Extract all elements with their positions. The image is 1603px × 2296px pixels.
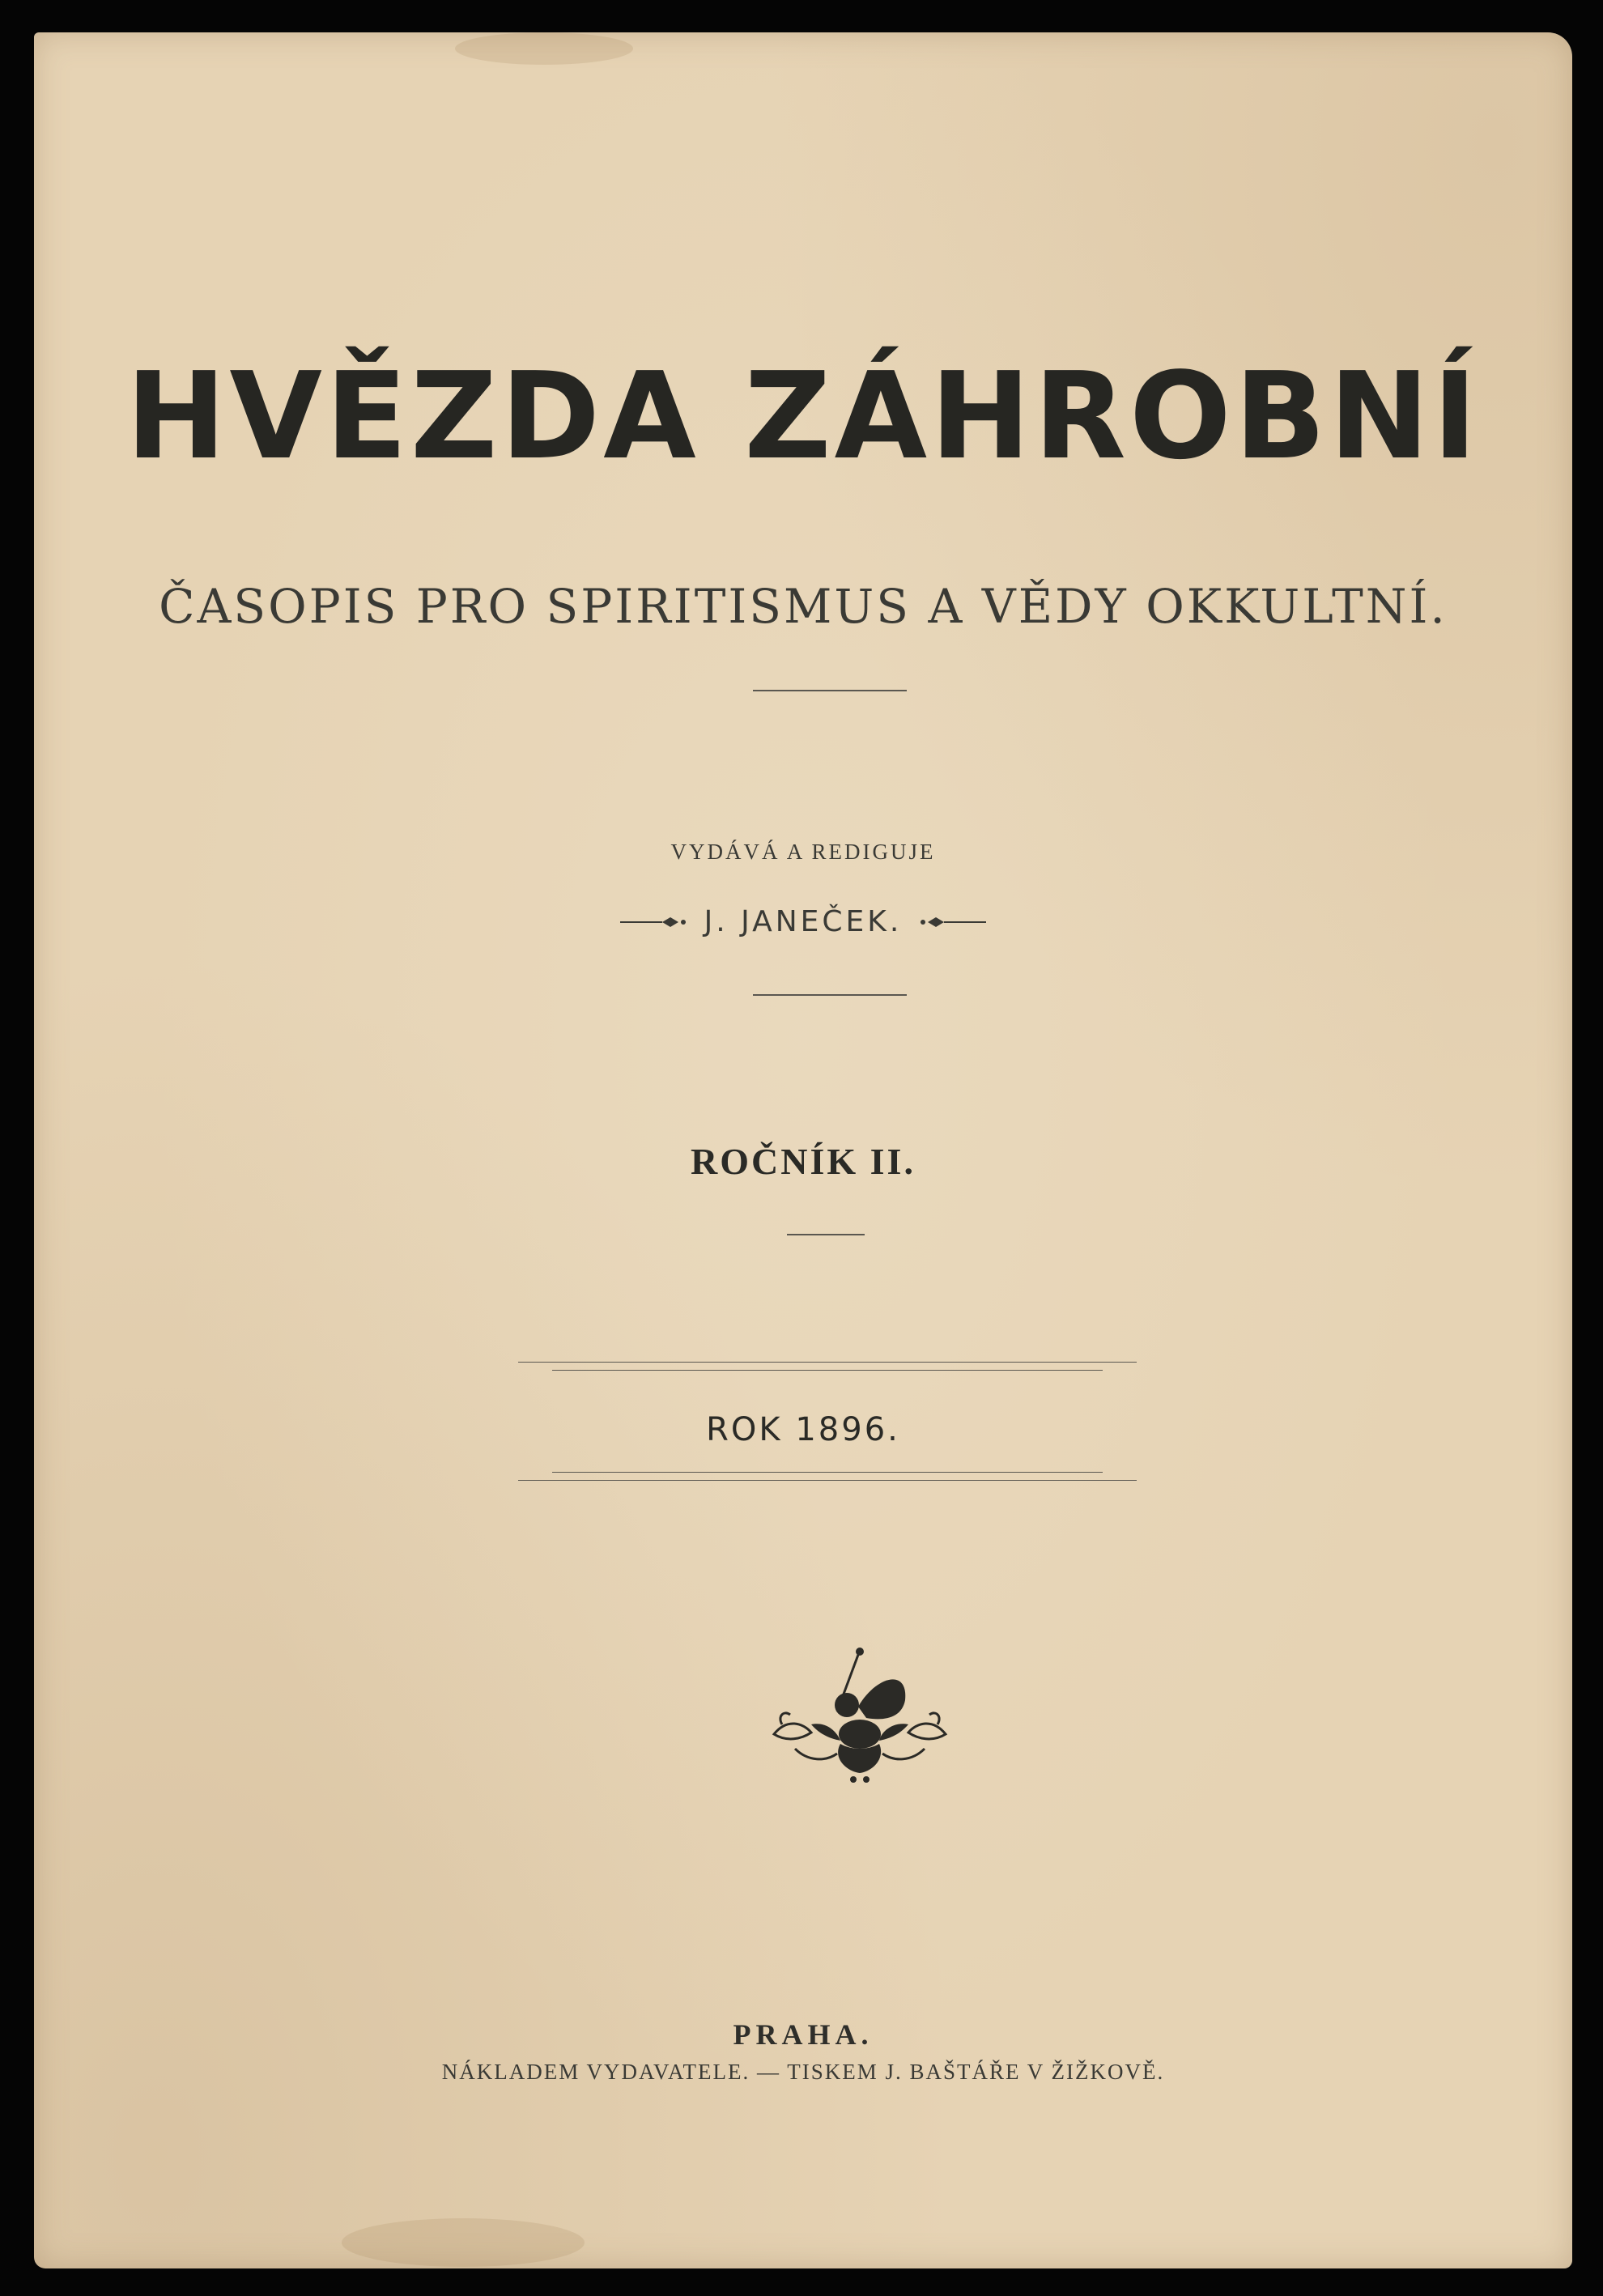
publication-place: PRAHA. bbox=[733, 2018, 874, 2051]
year-frame-top-rule-inner bbox=[552, 1370, 1103, 1371]
publication-year: ROK 1896. bbox=[706, 1411, 900, 1448]
masthead-title: HVĚZDA ZÁHROBNÍ bbox=[125, 347, 1481, 486]
subtitle: ČASOPIS PRO SPIRITISMUS A VĚDY OKKULTNÍ. bbox=[159, 579, 1448, 634]
divider-rule bbox=[753, 994, 907, 996]
year-frame-bottom-rule bbox=[518, 1480, 1137, 1481]
year-frame-bottom-rule-inner bbox=[552, 1472, 1103, 1473]
year-frame-top-rule bbox=[518, 1362, 1137, 1363]
divider-rule bbox=[753, 690, 907, 691]
volume-number: ROČNÍK II. bbox=[691, 1141, 916, 1182]
paper-stain bbox=[342, 2218, 585, 2267]
editor-name: J. JANEČEK. bbox=[704, 905, 903, 938]
printer-imprint: NÁKLADEM VYDAVATELE. — TISKEM J. BAŠTÁŘE V ŽIŽKOVĚ. bbox=[441, 2060, 1165, 2084]
dash-diamond-ornament-right-icon bbox=[916, 914, 986, 930]
paper-stain bbox=[455, 32, 633, 65]
cover-page bbox=[34, 32, 1572, 2268]
dash-diamond-ornament-left-icon bbox=[620, 914, 690, 930]
editor-line bbox=[34, 905, 1572, 938]
divider-rule bbox=[787, 1234, 865, 1235]
editor-label: VYDÁVÁ A REDIGUJE bbox=[670, 840, 936, 864]
cherub-vignette-icon bbox=[763, 1643, 957, 1785]
